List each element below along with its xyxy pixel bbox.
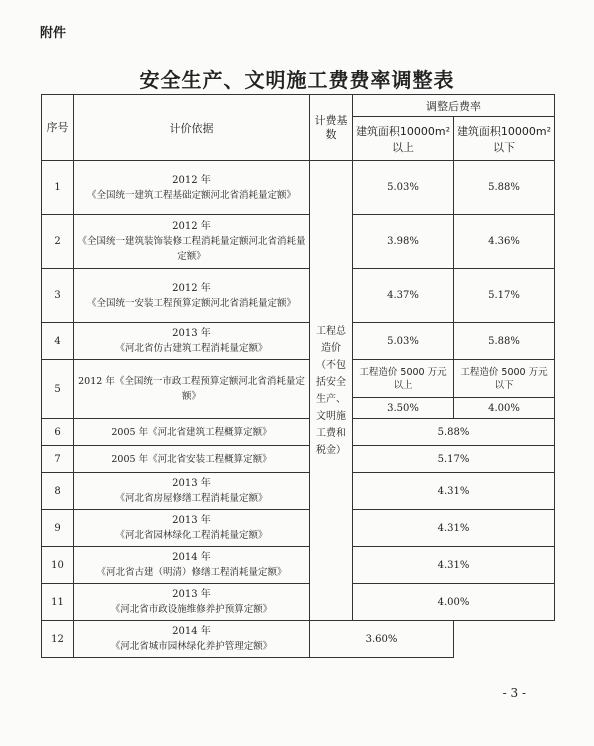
basis-year: 2013 年 bbox=[172, 515, 211, 526]
row-number: 10 bbox=[42, 547, 74, 584]
pricing-basis bbox=[74, 161, 310, 215]
row-number: 6 bbox=[42, 419, 74, 446]
pricing-basis: 2012 年《全国统一市政工程预算定额河北省消耗量定额》 bbox=[74, 360, 310, 419]
pricing-basis bbox=[74, 323, 310, 360]
table-row bbox=[42, 547, 555, 584]
pricing-basis bbox=[74, 547, 310, 584]
basis-year: 2012 年 bbox=[172, 282, 211, 294]
header-adjusted-rate: 调整后费率 bbox=[353, 95, 555, 117]
rate-merged: 4.31% bbox=[353, 473, 555, 510]
row-number: 1 bbox=[42, 161, 74, 215]
row-number: 12 bbox=[42, 621, 74, 658]
rate-area-below: 5.88% bbox=[454, 161, 555, 215]
sub-header-cost-above: 工程造价 5000 万元以上 bbox=[353, 360, 454, 398]
basis-year: 2013 年 bbox=[172, 328, 211, 339]
basis-name: 《全国统一建筑装饰装修工程消耗量定额河北省消耗量定额》 bbox=[77, 236, 306, 262]
pricing-basis bbox=[74, 473, 310, 510]
table-row bbox=[42, 323, 555, 360]
table-row bbox=[42, 584, 555, 621]
basis-name: 《河北省园林绿化工程消耗量定额》 bbox=[115, 530, 268, 541]
rate-merged: 4.00% bbox=[353, 584, 555, 621]
rate-cost-above: 3.50% bbox=[353, 398, 454, 419]
rate-area-above: 3.98% bbox=[353, 215, 454, 269]
row-number: 4 bbox=[42, 323, 74, 360]
pricing-basis bbox=[74, 621, 310, 658]
row-number: 7 bbox=[42, 446, 74, 473]
pricing-basis bbox=[74, 269, 310, 323]
row-number: 11 bbox=[42, 584, 74, 621]
basis-year: 2013 年 bbox=[172, 478, 211, 489]
row-number: 8 bbox=[42, 473, 74, 510]
pricing-basis: 2005 年《河北省安装工程概算定额》 bbox=[74, 446, 310, 473]
page-title: 安全生产、文明施工费费率调整表 bbox=[139, 68, 455, 92]
header-fee-base: 计费基数 bbox=[310, 95, 353, 161]
table-row bbox=[42, 215, 555, 269]
row-number: 5 bbox=[42, 360, 74, 419]
table-row bbox=[42, 161, 555, 215]
rate-cost-below: 4.00% bbox=[454, 398, 555, 419]
rate-merged: 4.31% bbox=[353, 547, 555, 584]
rate-area-below: 4.36% bbox=[454, 215, 555, 269]
header-area-above: 建筑面积10000m²以上 bbox=[353, 117, 454, 161]
basis-year: 2014 年 bbox=[172, 626, 211, 637]
basis-year: 2014 年 bbox=[172, 552, 211, 563]
row-number: 2 bbox=[42, 215, 74, 269]
header-basis: 计价依据 bbox=[74, 95, 310, 161]
basis-name: 《河北省市政设施维修养护预算定额》 bbox=[110, 604, 273, 615]
rate-merged: 4.31% bbox=[353, 510, 555, 547]
page-number: - 3 - bbox=[502, 686, 526, 700]
basis-year: 2012 年 bbox=[172, 221, 211, 232]
basis-name: 《河北省仿古建筑工程消耗量定额》 bbox=[115, 343, 268, 354]
basis-name: 《全国统一建筑工程基础定额河北省消耗量定额》 bbox=[86, 189, 296, 201]
pricing-basis bbox=[74, 215, 310, 269]
rate-merged: 3.60% bbox=[310, 621, 454, 658]
rate-merged: 5.17% bbox=[353, 446, 555, 473]
basis-year: 2013 年 bbox=[172, 589, 211, 600]
sub-header-cost-below: 工程造价 5000 万元以下 bbox=[454, 360, 555, 398]
header-seq: 序号 bbox=[42, 95, 74, 161]
table-row bbox=[42, 621, 555, 658]
rate-area-above: 5.03% bbox=[353, 323, 454, 360]
basis-name: 《河北省古建（明清）修缮工程消耗量定额》 bbox=[96, 567, 287, 578]
row-number: 9 bbox=[42, 510, 74, 547]
fee-rate-table bbox=[41, 94, 555, 658]
header-area-below: 建筑面积10000m²以下 bbox=[454, 117, 555, 161]
rate-area-above: 4.37% bbox=[353, 269, 454, 323]
rate-area-below: 5.17% bbox=[454, 269, 555, 323]
table-row bbox=[42, 269, 555, 323]
basis-year: 2012 年 bbox=[172, 174, 211, 186]
row-number: 3 bbox=[42, 269, 74, 323]
table-row bbox=[42, 419, 555, 446]
attachment-label: 附件 bbox=[40, 26, 67, 41]
basis-name: 《全国统一安装工程预算定额河北省消耗量定额》 bbox=[86, 297, 296, 309]
table-row bbox=[42, 510, 555, 547]
fee-base-cell: 工程总造价（不包括安全生产、文明施工费和税金） bbox=[310, 161, 353, 621]
table-row bbox=[42, 473, 555, 510]
rate-area-above: 5.03% bbox=[353, 161, 454, 215]
pricing-basis: 2005 年《河北省建筑工程概算定额》 bbox=[74, 419, 310, 446]
table-row bbox=[42, 360, 555, 398]
pricing-basis bbox=[74, 510, 310, 547]
basis-name: 《河北省城市园林绿化养护管理定额》 bbox=[110, 641, 273, 652]
rate-area-below: 5.88% bbox=[454, 323, 555, 360]
table-row bbox=[42, 446, 555, 473]
basis-name: 《河北省房屋修缮工程消耗量定额》 bbox=[115, 493, 268, 504]
rate-merged: 5.88% bbox=[353, 419, 555, 446]
pricing-basis bbox=[74, 584, 310, 621]
